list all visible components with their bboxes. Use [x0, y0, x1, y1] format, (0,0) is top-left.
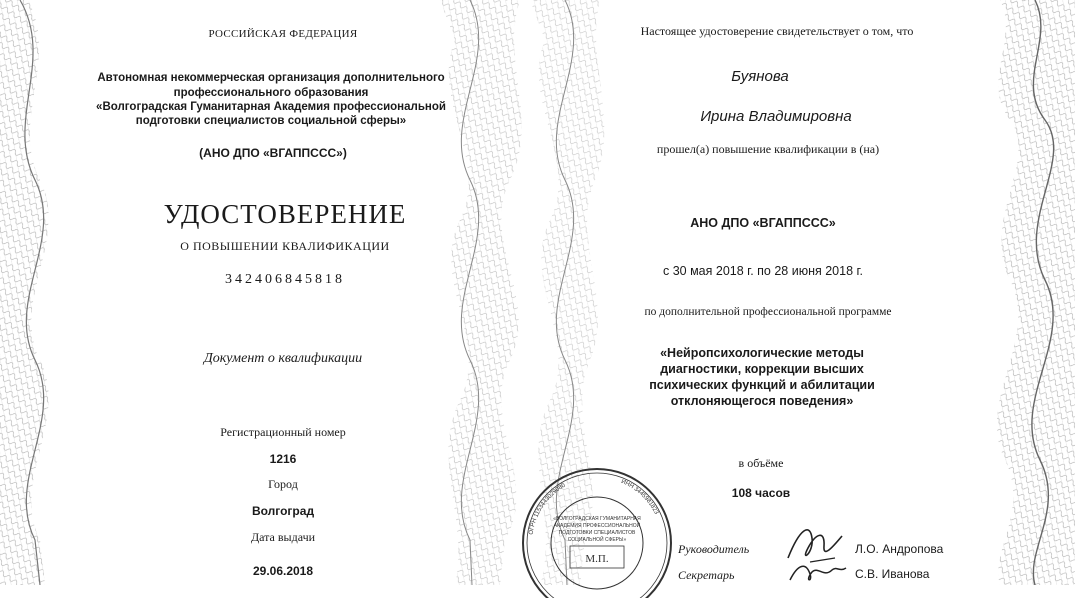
- program-line-1: «Нейропсихологические методы: [660, 346, 864, 360]
- program-line-4: отклоняющегося поведения»: [670, 394, 854, 408]
- city-label: Город: [268, 477, 298, 491]
- org-abbreviation: (АНО ДПО «ВГАППССС»): [199, 146, 347, 160]
- seal-mp: М.П.: [585, 553, 609, 565]
- secretary-name: С.В. Иванова: [855, 567, 930, 581]
- city-value: Волгоград: [251, 504, 315, 518]
- seal-line-4: СОЦИАЛЬНОЙ СФЕРЫ»: [567, 537, 627, 543]
- document-title: УДОСТОВЕРЕНИЕ: [163, 199, 407, 229]
- certifies-text: Настоящее удостоверение свидетельствует о том, что: [640, 24, 914, 38]
- official-seal-icon: [512, 458, 682, 598]
- seal-ogrn: ОГРН 1153443029080: [528, 482, 567, 536]
- document-subtitle: О ПОВЫШЕНИИ КВАЛИФИКАЦИИ: [180, 239, 390, 253]
- issue-date-label: Дата выдачи: [250, 530, 316, 544]
- head-name: Л.О. Андропова: [855, 542, 944, 556]
- passed-text: прошел(а) повышение квалификации в (на): [656, 142, 880, 156]
- svg-text:ИНН 3445981823: [620, 479, 659, 516]
- org-line-1: Автономная некоммерческая организация дополнительного: [97, 72, 445, 84]
- registration-number: 1216: [269, 452, 297, 466]
- org-abbreviation-right: АНО ДПО «ВГАППССС»: [690, 216, 836, 230]
- recipient-surname: Буянова: [731, 68, 789, 85]
- volume-value: 108 часов: [731, 486, 791, 500]
- issue-date-value: 29.06.2018: [252, 564, 314, 578]
- country-name: РОССИЙСКАЯ ФЕДЕРАЦИЯ: [208, 28, 358, 40]
- seal-inn: ИНН 3445981823: [620, 478, 660, 516]
- program-line-2: диагностики, коррекции высших: [660, 362, 864, 376]
- recipient-name: Ирина Владимировна: [700, 108, 852, 125]
- org-line-2: профессионального образования: [173, 87, 369, 99]
- org-line-4: подготовки специалистов социальной сферы»: [135, 115, 407, 127]
- document-type: Документ о квалификации: [203, 351, 363, 366]
- volume-label: в объёме: [738, 456, 784, 470]
- seal-line-1: «ВОЛГОГРАДСКАЯ ГУМАНИТАРНАЯ: [553, 516, 641, 522]
- program-line-3: психических функций и абилитации: [649, 378, 875, 392]
- secretary-label: Секретарь: [678, 568, 735, 582]
- head-label: Руководитель: [678, 542, 750, 556]
- seal-line-3: ПОДГОТОВКИ СПЕЦИАЛИСТОВ: [558, 530, 636, 536]
- program-label: по дополнительной профессиональной программе: [644, 306, 892, 318]
- document-number: 342406845818: [225, 272, 345, 287]
- seal-line-2: АКАДЕМИЯ ПРОФЕССИОНАЛЬНОЙ: [553, 523, 641, 529]
- registration-label: Регистрационный номер: [220, 425, 346, 439]
- org-line-3: «Волгоградская Гуманитарная Академия профессиональной: [96, 101, 446, 113]
- training-period: с 30 мая 2018 г. по 28 июня 2018 г.: [662, 264, 864, 278]
- secretary-signature-icon: [780, 560, 850, 585]
